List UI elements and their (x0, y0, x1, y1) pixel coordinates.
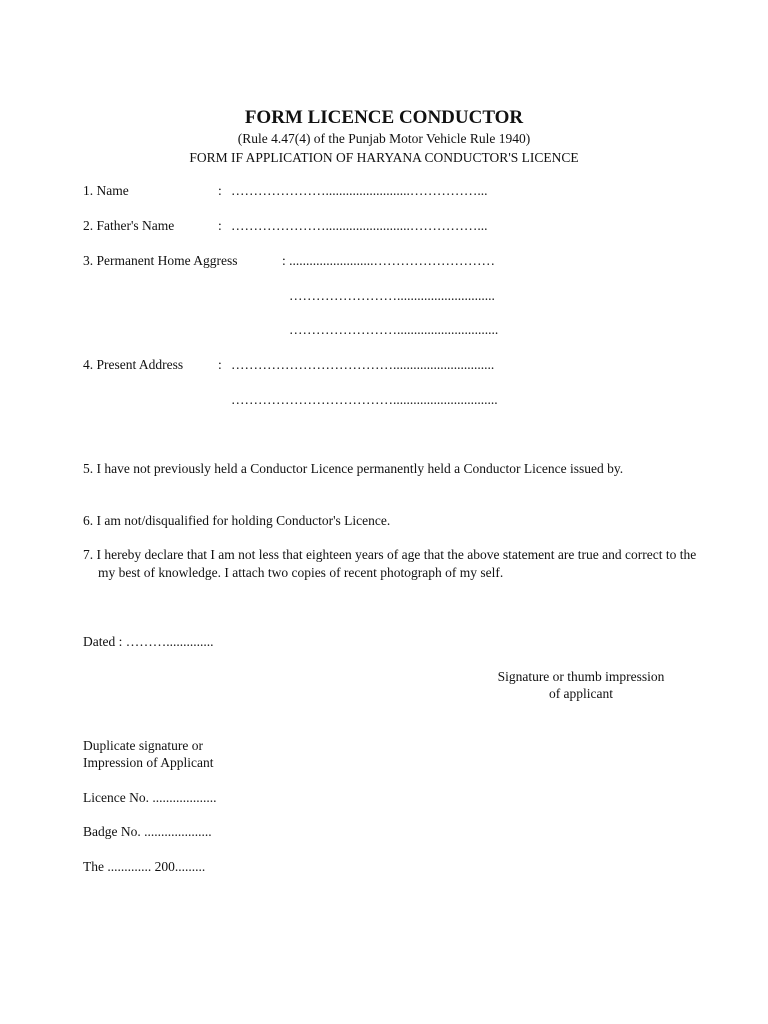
name-dotted-line: ………………….........................……………... (231, 183, 488, 198)
duplicate-line-2: Impression of Applicant (83, 755, 214, 770)
rule-reference: (Rule 4.47(4) of the Punjab Motor Vehicle Rule 1940) (237, 131, 531, 146)
father-name-dotted-line: ………………….........................……………... (231, 218, 488, 233)
licence-number-line: Licence No. ................... (83, 790, 217, 805)
statement-5: 5. I have not previously held a Conductor Licence permanently held a Conductor Licence issued by. (83, 461, 624, 476)
signature-line-2: of applicant (548, 686, 614, 701)
father-name-separator: : (218, 218, 222, 233)
name-label: 1. Name (83, 183, 129, 198)
form-title: FORM LICENCE CONDUCTOR (244, 107, 524, 128)
duplicate-line-1: Duplicate signature or (83, 738, 203, 753)
present-address-separator: : (218, 357, 222, 372)
badge-number-line: Badge No. .................... (83, 824, 212, 839)
present-address-label: 4. Present Address (83, 357, 184, 372)
duplicate-signature-label (83, 737, 213, 771)
signature-line-1: Signature or thumb impression (497, 669, 665, 684)
form-subtitle: FORM IF APPLICATION OF HARYANA CONDUCTOR'S LICENCE (189, 150, 579, 165)
home-address-label: 3. Permanent Home Aggress (83, 253, 238, 268)
home-address-dotted-line-1: : .........................……………………… (282, 253, 496, 268)
name-separator: : (218, 183, 222, 198)
present-address-dotted-line-2: ………………………………............................... (231, 392, 498, 407)
father-name-label: 2. Father's Name (83, 218, 175, 233)
signature-label (440, 668, 722, 702)
home-address-dotted-line-3: …………………….............................. (289, 322, 499, 337)
statement-7: 7. I hereby declare that I am not less that eighteen years of age that the above statement are true and correct to the my best of knowledge. I attach two copies of recent photograph of my self. (83, 547, 697, 580)
home-address-dotted-line-2: ……………………............................. (289, 288, 495, 303)
date-year-line: The ............. 200......... (83, 859, 206, 874)
dated-line: Dated : ……….............. (83, 634, 214, 649)
present-address-dotted-line-1: ……………………………….............................. (231, 357, 495, 372)
statement-6: 6. I am not/disqualified for holding Conductor's Licence. (83, 513, 391, 528)
